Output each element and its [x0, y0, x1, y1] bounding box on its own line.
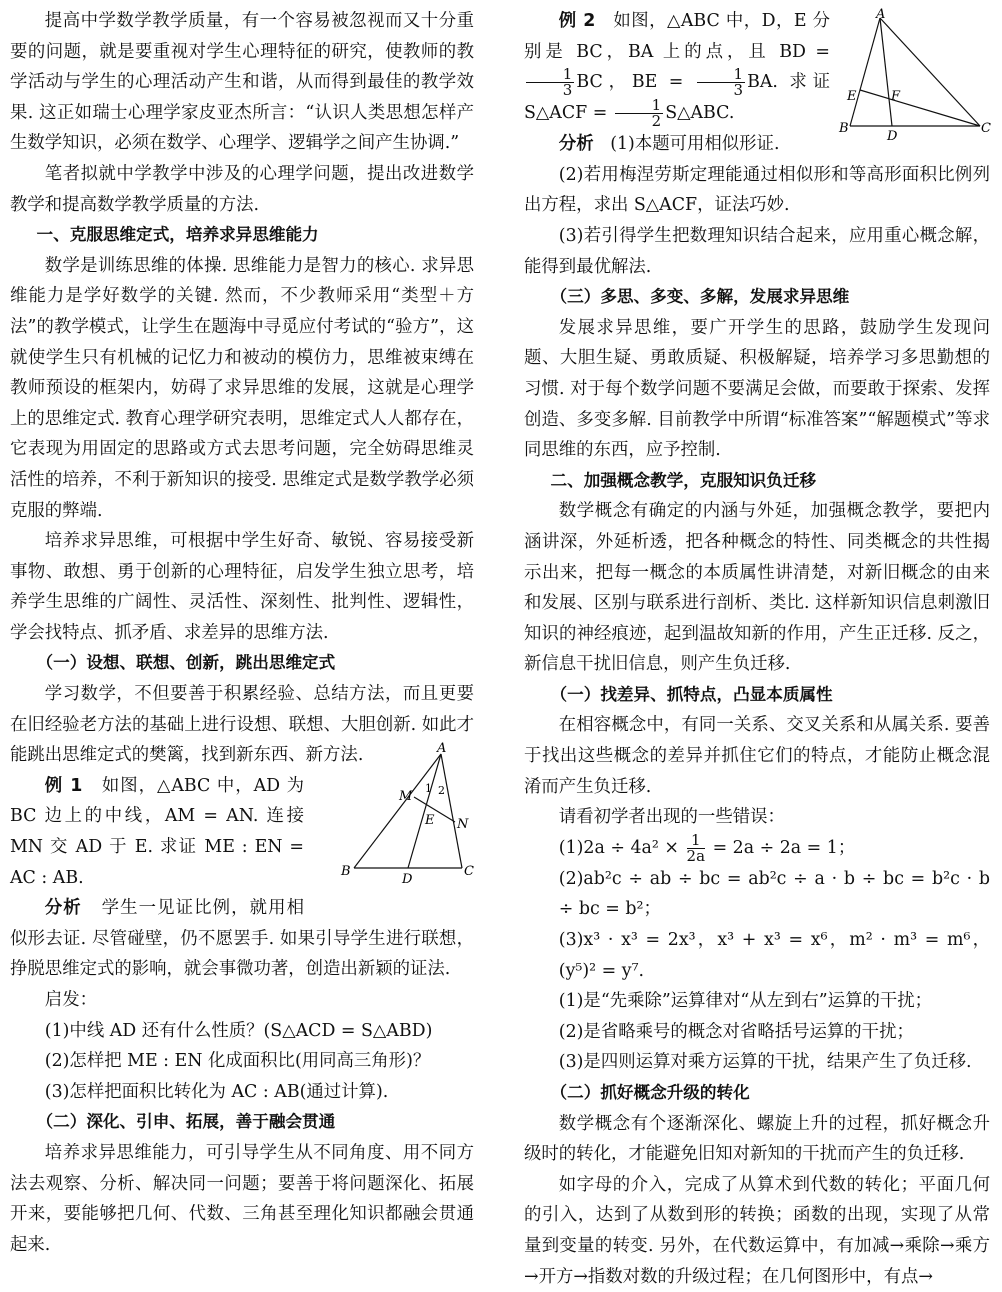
- figure-2-triangle: [834, 8, 994, 140]
- analysis-text: 学生一见证比例，就用相似形去证. 尽管碰壁，仍不愿罢手. 如果引导学生进行联想，挣脱思维定式的影响，就会事微功著，创造出新颖的证法.: [10, 898, 474, 980]
- section-heading: 二、加强概念教学，克服知识负迁移: [550, 470, 817, 490]
- example-text: BC，BE =: [576, 72, 684, 93]
- figure-1-triangle: [336, 742, 476, 892]
- error-example-3: (3)x³ · x³ = 2x³，x³ + x³ = x⁶，m² · m³ = m⁶，(y⁵)² = y⁷.: [558, 930, 990, 981]
- analysis-text: (1)本题可用相似形证.: [610, 134, 780, 155]
- fraction: $\frac{1}{2a}$: [686, 830, 706, 865]
- paragraph: 提高中学数学教学质量，有一个容易被忽视而又十分重要的问题，就是要重视对学生心理特征的研究，使教师的教学活动与学生的心理活动产生和谐，从而得到最佳的教学效果. 这正如瑞士心理学家皮亚杰所言：“认识人类思想怎样产生数学知识，必须在数学、心理学、逻辑学之间产生协调.”: [10, 11, 474, 154]
- subsection-heading: （二）抓好概念升级的转化: [550, 1083, 750, 1102]
- paragraph: 在相容概念中，有同一关系、交叉关系和从属关系. 要善于找出这些概念的差异并抓住它们的特点，才能防止概念混淆而产生负迁移.: [524, 715, 990, 797]
- label-b: B: [839, 121, 849, 136]
- example-label: 例 2: [558, 11, 596, 31]
- subsection-heading: （二）深化、引申、拓展，善于融会贯通: [36, 1112, 336, 1132]
- paragraph: 请看初学者出现的一些错误：: [558, 807, 785, 828]
- label-c: C: [464, 864, 474, 879]
- label-angle-2: 2: [438, 784, 445, 797]
- left-column: [10, 6, 474, 1260]
- hint-title: 启发：: [44, 990, 97, 1010]
- example-text: 如图，△ABC 中，AD 为 BC 边上的中线，AM = AN. 连接 MN 交 AD 于 E. 求证 ME : EN = AC : AB.: [10, 775, 305, 888]
- error-example-1: (1)2a ÷ 4a² × $\frac{1}{2a}$ = 2a ÷ 2a = 1；: [558, 830, 856, 865]
- label-a: A: [876, 8, 886, 22]
- label-angle-1: 1: [425, 782, 432, 795]
- subsection-heading: （三）多思、多变、多解，发展求异思维: [550, 287, 850, 307]
- fraction: $\frac{1}{3}$: [526, 67, 574, 98]
- subsection-heading: （一）设想、联想、创新，跳出思维定式: [36, 653, 336, 673]
- segment-ad: [880, 18, 892, 126]
- paragraph: 培养求异思维能力，可引导学生从不同角度、用不同方法去观察、分析、解决同一问题；要善于将问题深化、拓展开来，要能够把几何、代数、三角甚至理化知识都融会贯通起来.: [10, 1142, 474, 1255]
- paragraph: 发展求异思维，要广开学生的思路，鼓励学生发现问题、大胆生疑、勇敢质疑、积极解疑，培养学习多思勤想的习惯. 对于每个数学问题不要满足会做，而要敢于探索、发挥创造、多变多解. 目前教学中所谓“标准答案”“解题模式”等求同思维的东西，应予控制.: [524, 317, 990, 461]
- right-column: [524, 6, 990, 1292]
- paragraph: 如字母的介入，完成了从算术到代数的转化；平面几何的引入，达到了从数到形的转换；函数的出现，实现了从常量到变量的转变. 另外，在代数运算中，有加减→乘除→乘方→开方→指数对数的升级过程；在几何图形中，有点→: [524, 1174, 990, 1287]
- paragraph: (3)若引得学生把数理知识结合起来，应用重心概念解，能得到最优解法.: [524, 225, 990, 277]
- paragraph: 培养求异思维，可根据中学生好奇、敏锐、容易接受新事物、敢想、勇于创新的心理特征，启发学生独立思考，培养学生思维的广阔性、灵活性、深刻性、批判性、逻辑性，学会找特点、抓矛盾、求差异的思维方法.: [10, 531, 474, 643]
- paragraph: (2)是省略乘号的概念对省略括号运算的干扰；: [558, 1021, 914, 1042]
- segment-ec: [860, 90, 980, 126]
- label-f: F: [891, 89, 901, 104]
- hint-item: (3)怎样把面积比转化为 AC : AB(通过计算).: [44, 1081, 389, 1102]
- paragraph: (3)是四则运算对乘方运算的干扰，结果产生了负迁移.: [558, 1052, 972, 1073]
- label-a: A: [437, 742, 447, 756]
- label-n: N: [457, 817, 469, 832]
- side-ac: [441, 754, 462, 868]
- label-e: E: [425, 813, 435, 828]
- fraction: $\frac{1}{2}$: [615, 98, 663, 129]
- section-heading: 一、克服思维定式，培养求异思维能力: [36, 225, 319, 245]
- hint-item: (1)中线 AD 还有什么性质？(S△ACD = S△ABD): [44, 1020, 433, 1041]
- hint-item: (2)怎样把 ME : EN 化成面积比(用同高三角形)？: [44, 1051, 431, 1072]
- paragraph: 笔者拟就中学教学中涉及的心理学问题，提出改进数学教学和提高数学教学质量的方法.: [10, 163, 474, 215]
- example-text: S△ABC.: [665, 103, 735, 124]
- paragraph: 数学概念有个逐渐深化、螺旋上升的过程，抓好概念升级时的转化，才能避免旧知对新知的干扰而产生的负迁移.: [524, 1113, 990, 1165]
- example-label: 例 1: [44, 775, 83, 796]
- paragraph: (1)是“先乘除”运算律对“从左到右”运算的干扰；: [558, 991, 933, 1012]
- paragraph: 数学概念有确定的内涵与外延，加强概念教学，要把内涵讲深，外延析透，把各种概念的特性、同类概念的共性揭示出来，把每一概念的本质属性讲清楚，对新旧概念的由来和发展、区别与联系进行剖析、类比. 这样新知识信息刺激旧知识的神经痕迹，起到温故知新的作用，产生正迁移. 反之，新信息干扰旧信息，则产生负迁移.: [524, 501, 990, 675]
- label-e: E: [847, 89, 857, 104]
- analysis-label: 分析: [558, 134, 594, 155]
- side-ab: [354, 754, 441, 868]
- analysis-1: [10, 893, 474, 985]
- label-d: D: [402, 872, 413, 887]
- paragraph: 学习数学，不但要善于积累经验、总结方法，而且更要在旧经验老方法的基础上进行设想、联想、大胆创新. 如此才能跳出思维定式的樊篱，找到新东西、新方法.: [10, 684, 474, 766]
- example-text: BA. 求证 S△ACF =: [524, 72, 830, 124]
- error-example-2: (2)ab²c ÷ ab ÷ bc = ab²c ÷ a · b ÷ bc = b²c · b ÷ bc = b²；: [558, 868, 990, 920]
- label-b: B: [341, 864, 351, 879]
- side-ac: [880, 18, 980, 126]
- fraction: $\frac{1}{3}$: [697, 67, 745, 98]
- analysis-label: 分析: [44, 898, 82, 919]
- example-text: 如图，△ABC 中，D，E 分别是 BC，BA 上的点，且 BD =: [524, 11, 831, 62]
- label-m: M: [399, 789, 413, 804]
- label-d: D: [887, 129, 898, 140]
- side-ab: [850, 18, 880, 126]
- label-c: C: [981, 121, 991, 136]
- segment-mn: [414, 797, 455, 822]
- paragraph: (2)若用梅涅劳斯定理能通过相似形和等高形面积比例列出方程，求出 S△ACF，证法巧妙.: [524, 164, 990, 216]
- paragraph: 数学是训练思维的体操. 思维能力是智力的核心. 求异思维能力是学好数学的关键. 然而，不少教师采用“类型＋方法”的教学模式，让学生在题海中寻觅应付考试的“验方”，这就使学生只有机械的记忆力和被动的模仿力，思维被束缚在教师预设的框架内，妨碍了求异思维的发展，这就是心理学上的思维定式. 教育心理学研究表明，思维定式人人都存在，它表现为用固定的思路或方式去思考问题，完全妨碍思维灵活性的培养，不利于新知识的接受. 思维定式是数学教学必须克服的弊端.: [10, 255, 474, 521]
- subsection-heading: （一）找差异、抓特点，凸显本质属性: [550, 684, 833, 704]
